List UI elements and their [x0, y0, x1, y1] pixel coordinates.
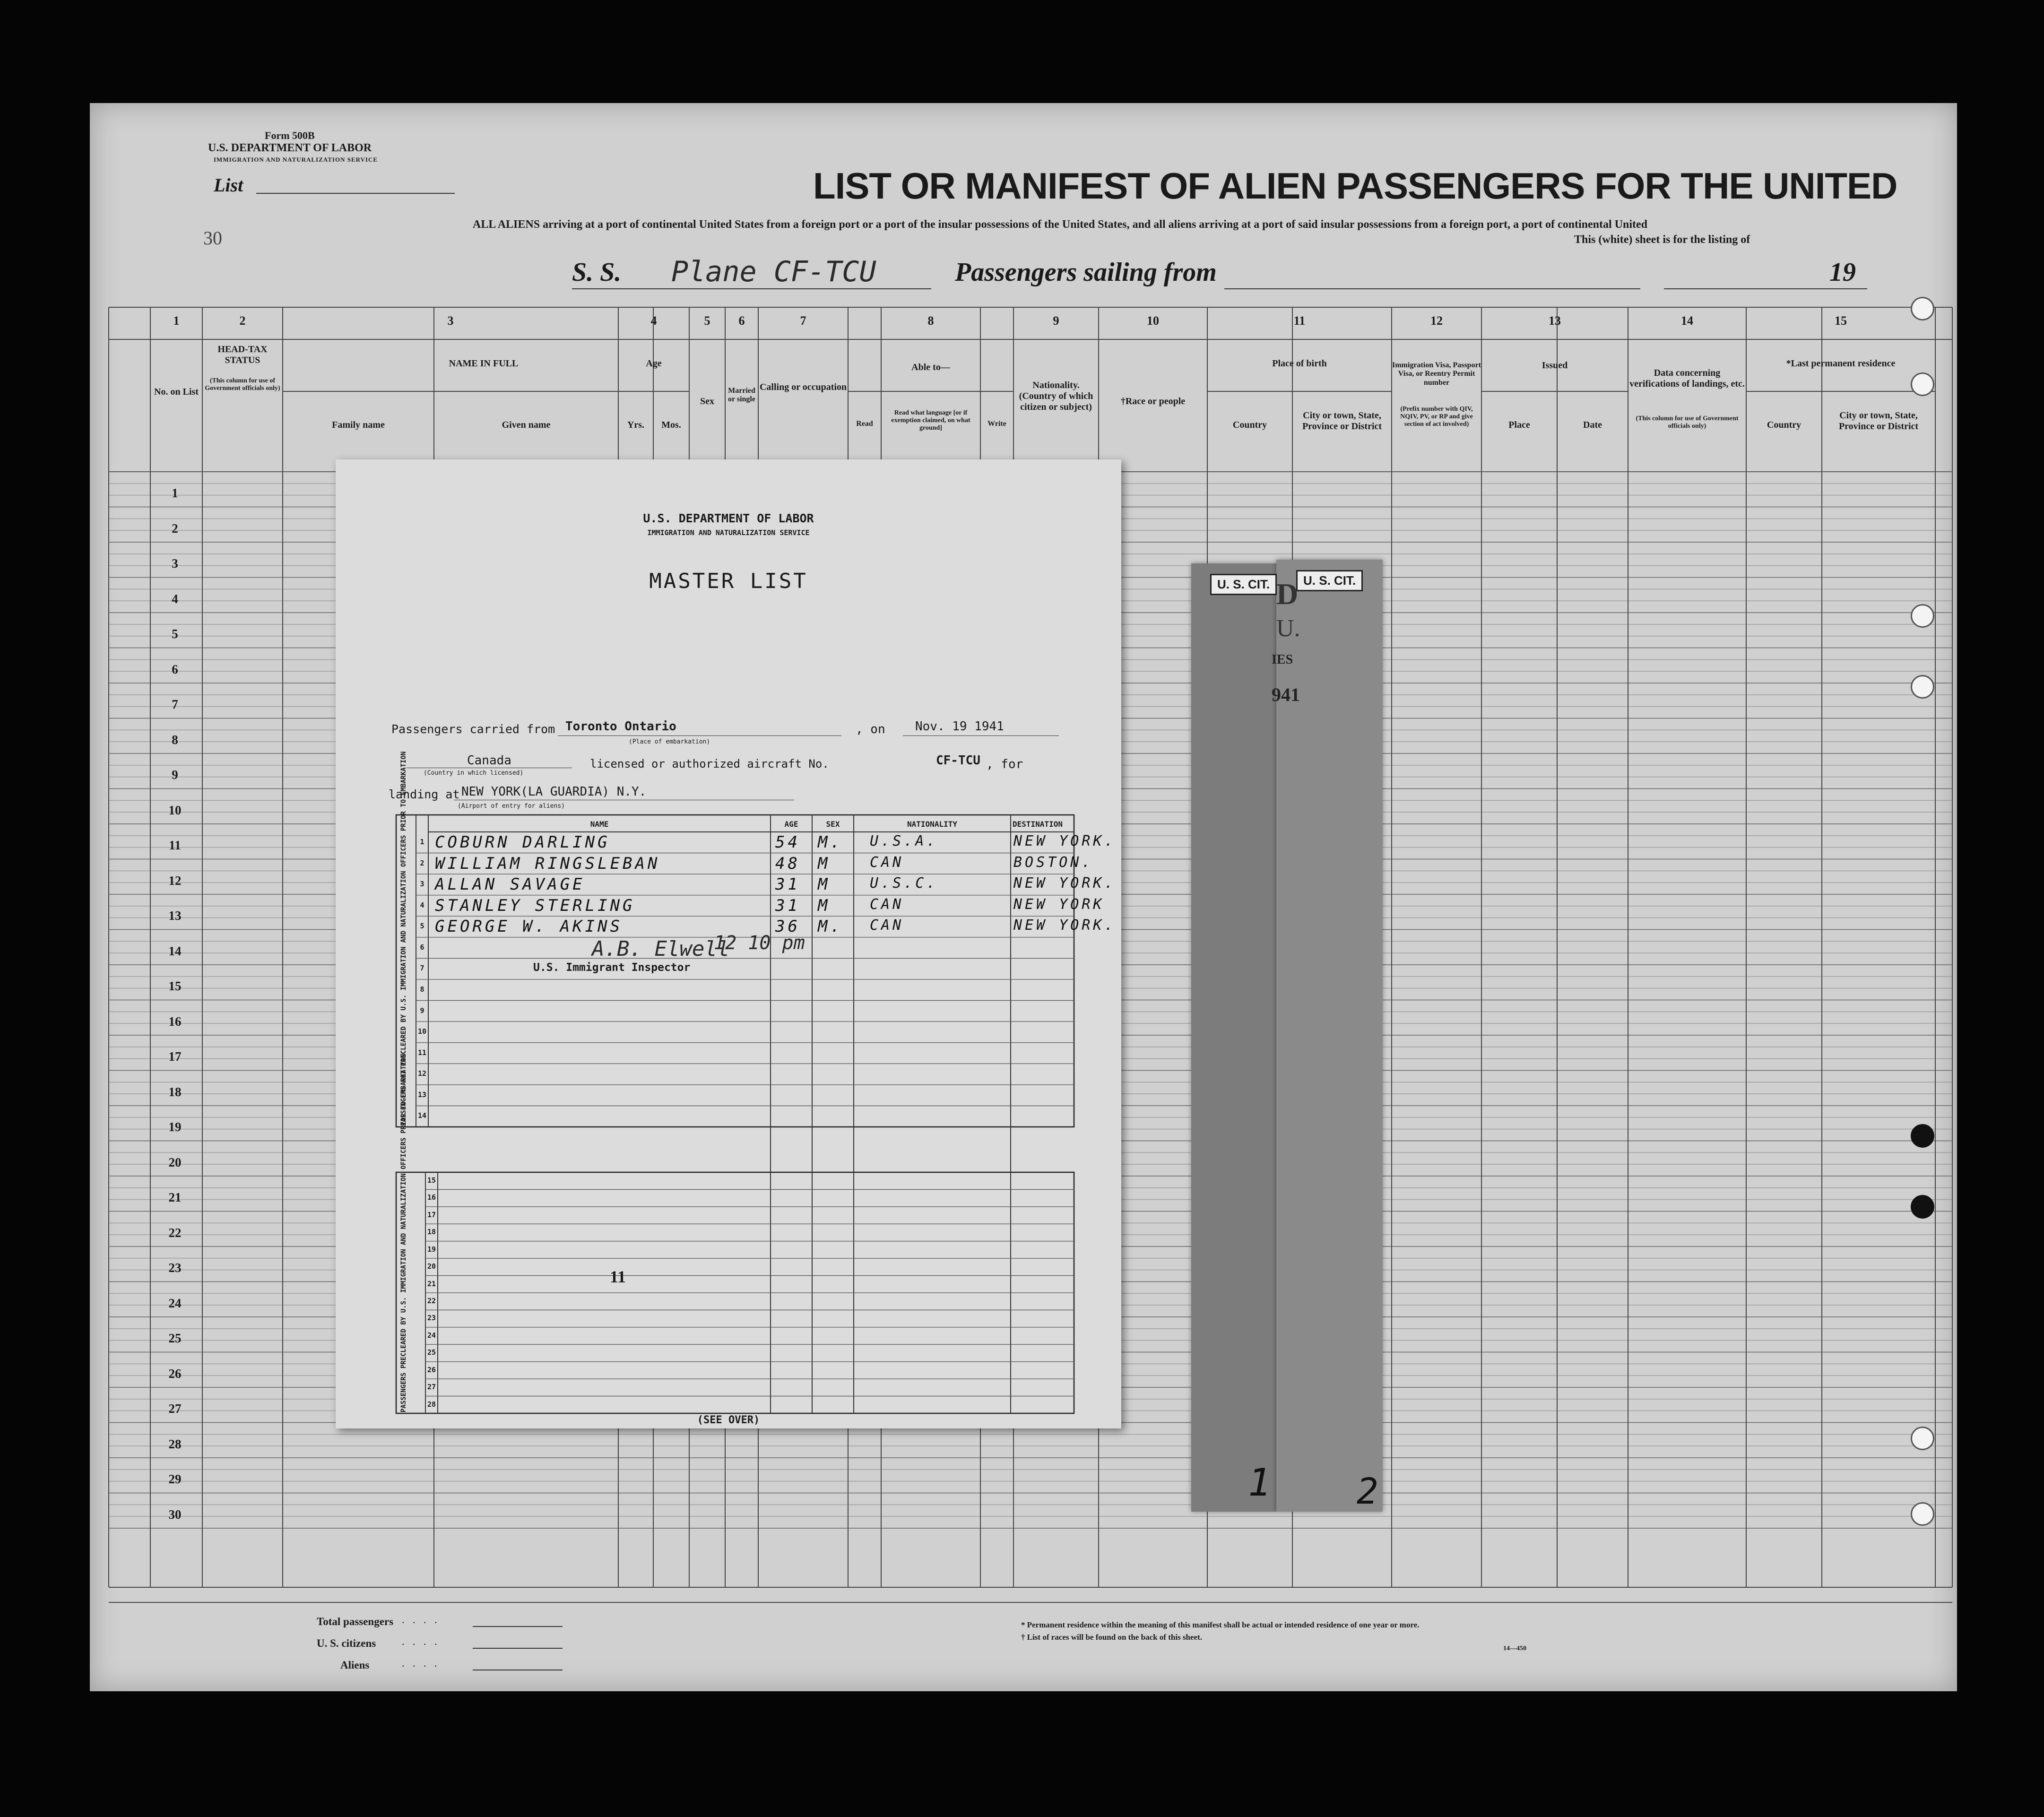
embarkation-note: (Place of embarkation): [629, 738, 710, 745]
master-row-number: 20: [427, 1262, 436, 1271]
footer-dots: . . . .: [402, 1614, 440, 1626]
row-number: 23: [168, 1261, 182, 1275]
carried-from-value: Toronto Ontario: [565, 719, 676, 734]
passenger-destination: BOSTON.: [1013, 854, 1093, 871]
ss-value: Plane CF-TCU: [671, 255, 876, 288]
passenger-name: STANLEY STERLING: [435, 896, 635, 915]
header-given-name: Given name: [502, 420, 551, 430]
footer-code: 14—450: [1503, 1645, 1526, 1652]
ss-label: S. S.: [572, 258, 622, 287]
airport-note: (Airport of entry for aliens): [458, 803, 565, 810]
column-number: 1: [173, 314, 180, 328]
header-read: Read: [856, 420, 873, 428]
passenger-nationality: CAN: [870, 896, 904, 913]
footer-aliens: Aliens: [340, 1659, 370, 1671]
punch-hole: [1911, 1124, 1934, 1148]
header-visa-note: (Prefix number with QIV, NQIV, PV, or RP and give section of act involved): [1400, 406, 1473, 428]
column-number: 5: [704, 314, 710, 328]
header-head-tax: HEAD-TAX STATUS: [217, 344, 268, 365]
master-row-number: 5: [420, 922, 424, 931]
signature-time: 12 10 pm: [714, 932, 805, 954]
header-write: Write: [987, 420, 1006, 428]
column-number: 8: [927, 314, 934, 328]
passenger-name: COBURN DARLING: [435, 833, 610, 852]
punch-hole: [1911, 1427, 1934, 1450]
master-row-number: 28: [427, 1400, 436, 1409]
master-col-sex: SEX: [826, 820, 840, 829]
header-last-residence: *Last permanent residence: [1786, 358, 1896, 369]
row-number: 3: [172, 556, 178, 571]
column-number: 12: [1430, 314, 1443, 328]
row-number: 7: [172, 697, 178, 711]
header-race: †Race or people: [1120, 396, 1186, 407]
inspector-label: U.S. Immigrant Inspector: [533, 961, 691, 974]
master-row-number: 4: [420, 900, 424, 909]
subtitle-line1: ALL ALIENS arriving at a port of continental United States from a foreign port or a port of the insular possessions of the United States, and all aliens arriving at a port of said insular possessions from a foreign port, a port of continental United: [473, 218, 1647, 231]
row-number: 4: [172, 591, 178, 606]
header-visa: Immigration Visa, Passport Visa, or Reentry Permit number: [1392, 361, 1481, 387]
slip-fragment-ies: IES: [1272, 652, 1293, 667]
passenger-sex: M.: [818, 917, 843, 936]
header-place-of-birth: Place of birth: [1272, 358, 1327, 369]
master-row-number: 19: [427, 1245, 436, 1254]
aircraft-number: CF-TCU: [936, 753, 980, 768]
column-number: 3: [447, 314, 454, 328]
landing-label: landing at: [389, 787, 460, 801]
passenger-age: 36: [775, 917, 800, 936]
slip-fragment-letter: D: [1276, 577, 1299, 611]
punch-hole: [1911, 1195, 1934, 1219]
master-row-number: 24: [427, 1331, 436, 1340]
master-row-number: 27: [427, 1383, 436, 1392]
margin-number: 30: [203, 227, 222, 249]
master-row-number: 21: [427, 1279, 436, 1288]
page-title: LIST OR MANIFEST OF ALIEN PASSENGERS FOR THE UNITED: [813, 165, 1897, 207]
master-row-number: 13: [417, 1090, 427, 1099]
footer-us-citizens: U. S. citizens: [317, 1637, 376, 1649]
passenger-nationality: U.S.C.: [870, 875, 938, 892]
carried-from-label: Passengers carried from: [391, 722, 555, 736]
header-married: Married or single: [728, 387, 755, 404]
passenger-age: 31: [775, 875, 800, 894]
see-over: (SEE OVER): [697, 1414, 760, 1426]
row-number: 15: [168, 979, 182, 993]
column-number: 9: [1053, 314, 1059, 328]
sailing-label: Passengers sailing from: [955, 258, 1217, 287]
punch-hole: [1911, 604, 1934, 628]
master-row-number: 1: [420, 838, 424, 846]
country-note: (Country in which licensed): [424, 770, 524, 777]
column-number: 13: [1549, 314, 1561, 328]
header-res-country: Country: [1767, 420, 1801, 430]
master-row-number: 17: [427, 1210, 436, 1219]
header-data-note: (This column for use of Government officials only): [1636, 415, 1739, 430]
row-number: 11: [169, 838, 181, 852]
column-number: 4: [650, 314, 657, 328]
column-number: 10: [1147, 314, 1159, 328]
punch-hole: [1911, 372, 1934, 396]
header-sex: Sex: [700, 396, 714, 407]
footer-note-residence: * Permanent residence within the meaning of this manifest shall be actual or intended residence of one year or more.: [1021, 1620, 1420, 1629]
us-citizen-badge: U. S. CIT.: [1210, 574, 1277, 595]
master-row-number: 22: [427, 1297, 436, 1305]
footer-total-passengers: Total passengers: [317, 1616, 394, 1627]
column-number: 7: [800, 314, 806, 328]
master-row-number: 26: [427, 1365, 436, 1374]
header-mos: Mos.: [661, 420, 681, 430]
slip-fragment-year: 941: [1272, 684, 1300, 705]
row-number: 9: [172, 768, 178, 782]
passenger-nationality: CAN: [870, 917, 904, 934]
row-number: 5: [172, 627, 178, 641]
punch-hole: [1911, 675, 1934, 699]
header-yrs: Yrs.: [627, 420, 645, 430]
header-issued-place: Place: [1508, 420, 1530, 430]
passenger-sex: M: [818, 854, 831, 873]
inspector-signature: A.B. Elwell: [592, 937, 730, 961]
footer-dots: . . . .: [402, 1635, 440, 1647]
page-number-mark: 11: [610, 1267, 626, 1286]
passenger-destination: NEW YORK.: [1013, 875, 1116, 892]
header-head-tax-note: (This column for use of Government officials only): [205, 377, 280, 392]
master-col-destination: DESTINATION: [1013, 820, 1063, 829]
footer-line: [473, 1626, 563, 1627]
punch-hole: [1911, 297, 1934, 320]
punch-hole: [1911, 1502, 1934, 1526]
header-birth-country: Country: [1232, 420, 1267, 430]
row-number: 25: [168, 1331, 182, 1345]
flight-date: Nov. 19 1941: [915, 719, 1004, 734]
master-title: MASTER LIST: [649, 569, 808, 593]
row-number: 16: [168, 1014, 182, 1029]
header-calling: Calling or occupation: [759, 382, 847, 392]
header-read-language: Read what language [or if exemption claimed, on what ground]: [891, 409, 970, 432]
master-row-number: 18: [427, 1228, 436, 1237]
row-number: 13: [168, 908, 182, 923]
list-label: List: [214, 174, 243, 196]
slip-fragment-u: U.: [1276, 615, 1300, 642]
row-number: 12: [168, 873, 182, 888]
passenger-sex: M: [818, 896, 831, 915]
row-number: 14: [168, 943, 182, 958]
on-label: , on: [856, 722, 885, 736]
side-note-not-precleared: PASSENGERS NOT PRECLEARED BY U.S. IMMIGRATION AND NATURALIZATION OFFICERS PRIOR TO EMBARKATION: [400, 751, 407, 1126]
master-row-number: 12: [417, 1069, 427, 1078]
master-row-number: 6: [420, 943, 424, 952]
header-data-concerning: Data concerning verifications of landings, etc.: [1629, 368, 1745, 389]
master-row-number: 2: [420, 858, 424, 867]
header-able-to: Able to—: [911, 362, 950, 372]
master-row-number: 16: [427, 1193, 436, 1202]
row-number: 22: [168, 1225, 182, 1240]
column-number: 11: [1293, 314, 1306, 328]
for-label: , for: [986, 757, 1023, 771]
header-issued: Issued: [1542, 360, 1568, 371]
page-mark-2: 2: [1357, 1470, 1378, 1512]
passenger-destination: NEW YORK.: [1013, 917, 1116, 934]
landing-value: NEW YORK(LA GUARDIA) N.Y.: [461, 785, 647, 799]
us-citizen-badge: U. S. CIT.: [1296, 570, 1363, 591]
header-res-city: City or town, State, Province or District: [1838, 410, 1919, 432]
side-note-precleared: PASSENGERS PRECLEARED BY U.S. IMMIGRATION AND NATURALIZATION OFFICERS PRIOR TO EMBARKATION: [400, 1054, 407, 1412]
header-family-name: Family name: [332, 420, 385, 430]
master-row-number: 15: [427, 1176, 436, 1185]
passenger-name: WILLIAM RINGSLEBAN: [435, 854, 660, 873]
licensed-label: licensed or authorized aircraft No.: [590, 757, 829, 770]
column-number: 15: [1835, 314, 1847, 328]
column-number: 14: [1681, 314, 1693, 328]
row-number: 18: [168, 1084, 182, 1099]
attached-slip-left: [1191, 563, 1276, 1512]
row-number: 1: [172, 486, 178, 500]
master-col-nationality: NATIONALITY: [907, 820, 957, 829]
row-number: 2: [172, 521, 178, 536]
row-number: 8: [172, 732, 178, 747]
passenger-name: GEORGE W. AKINS: [435, 917, 623, 936]
row-number: 21: [168, 1190, 182, 1204]
master-row-number: 8: [420, 985, 424, 994]
header-issued-date: Date: [1583, 420, 1602, 430]
row-number: 30: [168, 1507, 182, 1522]
header-age: Age: [646, 358, 662, 369]
passenger-age: 31: [775, 896, 800, 915]
form-number: Form 500B: [265, 130, 315, 141]
master-row-number: 25: [427, 1348, 436, 1357]
year-prefix: 19: [1829, 258, 1856, 287]
passenger-nationality: CAN: [870, 854, 904, 871]
passenger-nationality: U.S.A.: [870, 833, 938, 849]
footer-line: [473, 1648, 563, 1649]
service-name: IMMIGRATION AND NATURALIZATION SERVICE: [214, 156, 378, 163]
master-row-number: 14: [417, 1111, 427, 1120]
department-name: U.S. DEPARTMENT OF LABOR: [208, 142, 372, 154]
master-row-number: 3: [420, 880, 424, 889]
row-number: 26: [168, 1366, 182, 1381]
passenger-age: 54: [775, 833, 800, 852]
page-mark-1: 1: [1248, 1461, 1271, 1505]
row-number: 10: [168, 803, 182, 817]
column-number: 6: [738, 314, 745, 328]
master-department: U.S. DEPARTMENT OF LABOR: [643, 511, 814, 525]
header-birth-city: City or town, State, Province or District: [1302, 410, 1382, 432]
master-service: IMMIGRATION AND NATURALIZATION SERVICE: [647, 528, 810, 537]
row-number: 6: [172, 662, 178, 676]
column-number: 2: [239, 314, 246, 328]
row-number: 27: [168, 1402, 182, 1416]
passenger-sex: M: [818, 875, 831, 894]
row-number: 20: [168, 1155, 182, 1169]
row-number: 24: [168, 1296, 182, 1310]
footer-dots: . . . .: [402, 1657, 440, 1669]
header-no-on-list: No. on List: [154, 387, 199, 397]
header-nationality: Nationality. (Country of which citizen or subject): [1019, 380, 1093, 412]
master-row-number: 10: [417, 1027, 427, 1036]
row-number: 19: [168, 1120, 182, 1134]
row-number: 29: [168, 1472, 182, 1486]
master-row-number: 7: [420, 964, 424, 973]
passenger-name: ALLAN SAVAGE: [435, 875, 585, 894]
row-number: 28: [168, 1436, 182, 1451]
header-name-in-full: NAME IN FULL: [449, 358, 519, 369]
master-col-age: AGE: [784, 820, 798, 829]
master-list: [336, 459, 1121, 1428]
passenger-destination: NEW YORK.: [1013, 833, 1116, 849]
master-col-name: NAME: [590, 820, 609, 829]
country-value: Canada: [467, 753, 511, 768]
master-row-number: 11: [417, 1048, 427, 1057]
passenger-sex: M.: [818, 833, 843, 852]
passenger-age: 48: [775, 854, 800, 873]
footer-note-races: † List of races will be found on the back of this sheet.: [1021, 1633, 1202, 1642]
subtitle-line2: This (white) sheet is for the listing of: [1574, 234, 1750, 246]
row-number: 17: [168, 1049, 182, 1064]
passenger-destination: NEW YORK: [1013, 896, 1105, 913]
master-row-number: 9: [420, 1006, 424, 1015]
master-row-number: 23: [427, 1314, 436, 1323]
